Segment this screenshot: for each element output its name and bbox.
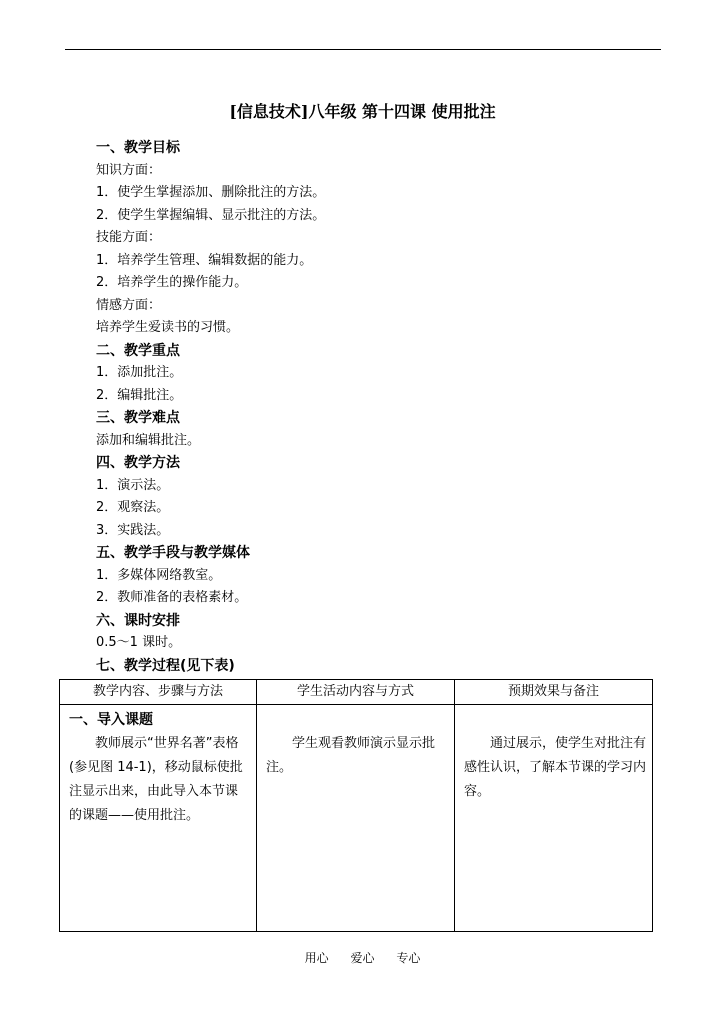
method-item: 1．演示法。	[96, 477, 170, 493]
skill-item: 1．培养学生管理、编辑数据的能力。	[96, 252, 313, 268]
media-item: 1．多媒体网络教室。	[96, 567, 222, 583]
footer-word: 用心	[304, 951, 329, 965]
skill-label: 技能方面：	[96, 230, 162, 245]
footer-word: 专心	[396, 951, 421, 965]
section-heading-key-points: 二、教学重点	[96, 342, 180, 359]
table-header-row	[60, 680, 653, 705]
difficulty-item: 添加和编辑批注。	[96, 432, 201, 448]
section-heading-objectives: 一、教学目标	[96, 140, 180, 156]
schedule-item: 0.5～1 课时。	[96, 635, 182, 650]
method-item: 3．实践法。	[96, 522, 170, 538]
section-heading-process: 七、教学过程(见下表)	[96, 657, 235, 674]
page-footer	[0, 948, 725, 968]
section-heading-schedule: 六、课时安排	[96, 612, 180, 629]
key-point-item: 1．添加批注。	[96, 365, 183, 380]
table-row	[60, 705, 653, 932]
lesson-plan-body	[96, 137, 676, 677]
expected-effect-content: 通过展示，使学生对批注有感性认识，了解本节课的学习内容。	[464, 736, 647, 799]
knowledge-label: 知识方面：	[96, 162, 162, 178]
teaching-content: 教师展示“世界名著”表格(参见图 14-1)，移动鼠标使批注显示出来，由此导入本节课的课题——使用批注。	[69, 736, 243, 823]
row-subheading: 一、导入课题	[69, 712, 153, 728]
table-cell-expected-effect	[455, 705, 653, 932]
skill-item: 2．培养学生的操作能力。	[96, 275, 248, 290]
media-item: 2．教师准备的表格素材。	[96, 590, 248, 605]
student-activity-content: 学生观看教师演示显示批注。	[266, 736, 436, 775]
table-header-cell: 学生活动内容与方式	[257, 680, 455, 705]
table-cell-student-activity	[257, 705, 455, 932]
table-header-cell: 预期效果与备注	[455, 680, 653, 705]
section-heading-difficulties: 三、教学难点	[96, 410, 180, 426]
teaching-process-table	[59, 679, 653, 932]
table-header-cell: 教学内容、步骤与方法	[60, 680, 257, 705]
emotion-item: 培养学生爱读书的习惯。	[96, 320, 240, 335]
section-heading-methods: 四、教学方法	[96, 455, 180, 471]
footer-word: 爱心	[350, 951, 375, 965]
method-item: 2．观察法。	[96, 500, 170, 515]
document-title: [信息技术]八年级 第十四课 使用批注	[229, 102, 496, 121]
key-point-item: 2．编辑批注。	[96, 387, 183, 403]
section-heading-media: 五、教学手段与教学媒体	[96, 545, 250, 561]
table-cell-teaching	[60, 705, 257, 932]
emotion-label: 情感方面：	[96, 297, 162, 313]
knowledge-item: 2．使学生掌握编辑、显示批注的方法。	[96, 207, 326, 223]
knowledge-item: 1．使学生掌握添加、删除批注的方法。	[96, 185, 326, 200]
header-rule	[65, 49, 661, 50]
